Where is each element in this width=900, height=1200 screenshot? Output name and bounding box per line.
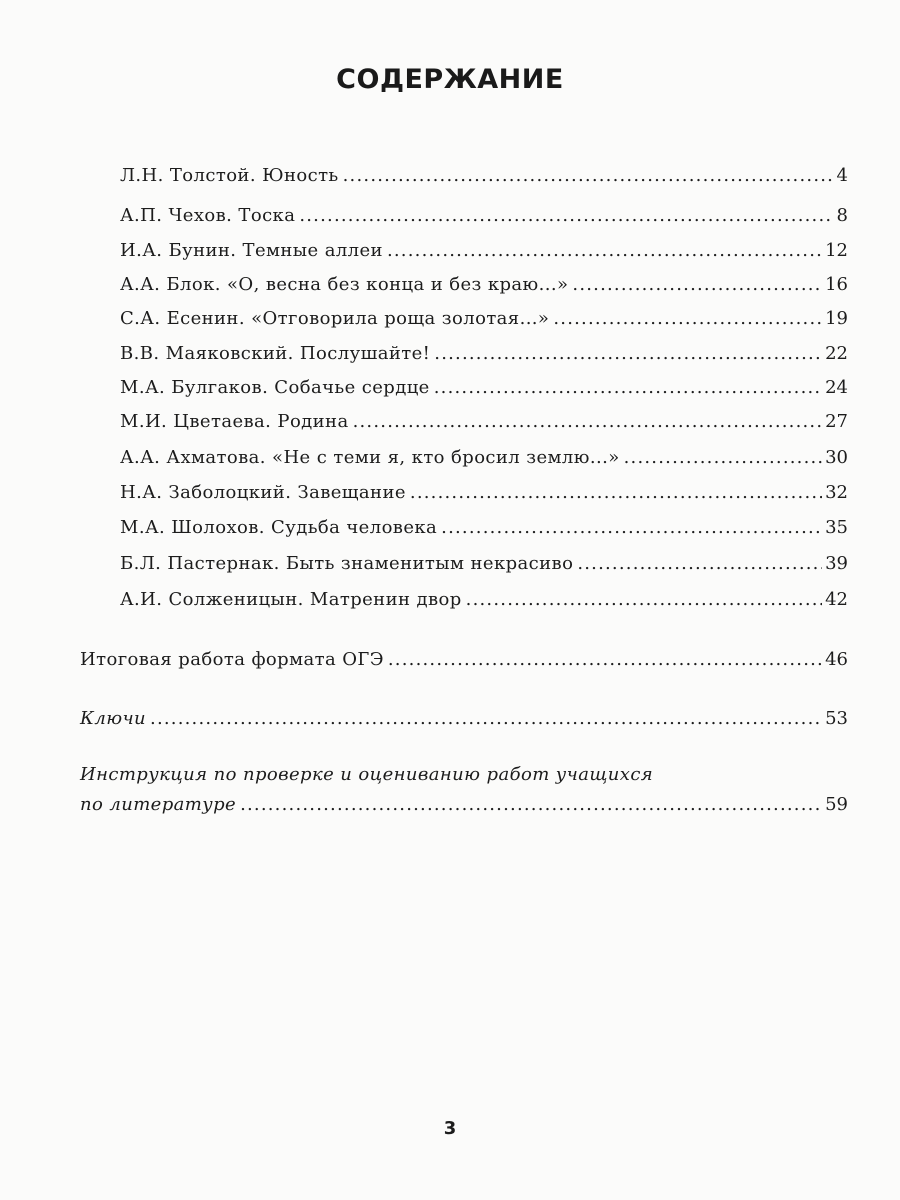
toc-entry-page: 24: [825, 377, 848, 398]
page-number: 3: [443, 1118, 457, 1139]
toc-entry-title: Л.Н. Толстой. Юность: [120, 165, 339, 186]
toc-entry-instruction-line1: Инструкция по проверке и оцениванию работ учащихся: [80, 764, 654, 785]
toc-entry: [120, 589, 848, 610]
toc-entry: [120, 517, 848, 538]
toc-entry-page: 8: [836, 205, 848, 226]
toc-entry-page: 39: [825, 553, 848, 574]
dot-leader: [343, 165, 834, 186]
toc-entry: [120, 274, 848, 295]
toc-entry: [120, 411, 848, 432]
toc-entry-title: Итоговая работа формата ОГЭ: [80, 649, 384, 670]
toc-entry-title: М.И. Цветаева. Родина: [120, 411, 349, 432]
toc-entry-title: С.А. Есенин. «Отговорила роща золотая...»: [120, 308, 550, 329]
toc-entry-page: 42: [825, 589, 848, 610]
toc-entry: [120, 205, 848, 226]
toc-entry: [120, 308, 848, 329]
dot-leader: [353, 411, 823, 432]
toc-entry-page: 16: [825, 274, 848, 295]
toc-entry-page: 46: [825, 649, 848, 670]
dot-leader: [150, 708, 822, 729]
dot-leader: [434, 343, 822, 364]
toc-entry-page: 4: [836, 165, 848, 186]
toc-entry-page: 59: [825, 794, 848, 815]
dot-leader: [553, 308, 822, 329]
toc-entry: [120, 343, 848, 364]
toc-entry: [120, 553, 848, 574]
dot-leader: [577, 553, 822, 574]
toc-entry-final-work: [80, 649, 848, 670]
dot-leader: [572, 274, 822, 295]
toc-entry: [120, 447, 848, 468]
dot-leader: [387, 240, 822, 261]
toc-entry-page: 19: [825, 308, 848, 329]
toc-entry-page: 22: [825, 343, 848, 364]
toc-entry-title: А.И. Солженицын. Матренин двор: [120, 589, 462, 610]
toc-entry-title: Б.Л. Пастернак. Быть знаменитым некрасиво: [120, 553, 574, 574]
toc-entry-page: 35: [825, 517, 848, 538]
toc-entry-page: 30: [825, 447, 848, 468]
dot-leader: [466, 589, 822, 610]
toc-entry-instruction: [80, 794, 848, 815]
toc-entry-title: А.А. Ахматова. «Не с теми я, кто бросил землю...»: [120, 447, 620, 468]
toc-entry: [120, 377, 848, 398]
toc-entry: [120, 240, 848, 261]
toc-entry-title: Н.А. Заболоцкий. Завещание: [120, 482, 406, 503]
dot-leader: [441, 517, 822, 538]
toc-entry-title: И.А. Бунин. Темные аллеи: [120, 240, 383, 261]
toc-entry-title: М.А. Булгаков. Собачье сердце: [120, 377, 430, 398]
toc-entry-keys: [80, 708, 848, 729]
toc-entry: [120, 165, 848, 186]
toc-entry-page: 27: [825, 411, 848, 432]
toc-entry-page: 53: [825, 708, 848, 729]
dot-leader: [434, 377, 822, 398]
toc-entry-title: А.П. Чехов. Тоска: [120, 205, 296, 226]
toc-entry-title: А.А. Блок. «О, весна без конца и без краю...»: [120, 274, 569, 295]
toc-entry-title: В.В. Маяковский. Послушайте!: [120, 343, 431, 364]
toc-entry-title: Ключи: [80, 708, 147, 729]
page-title: СОДЕРЖАНИЕ: [336, 64, 564, 95]
dot-leader: [388, 649, 822, 670]
toc-entry-title: по литературе: [80, 794, 237, 815]
dot-leader: [299, 205, 833, 226]
toc-entry-page: 32: [825, 482, 848, 503]
toc-entry-page: 12: [825, 240, 848, 261]
toc-entry-title: М.А. Шолохов. Судьба человека: [120, 517, 438, 538]
dot-leader: [410, 482, 822, 503]
dot-leader: [624, 447, 822, 468]
dot-leader: [240, 794, 822, 815]
toc-entry: [120, 482, 848, 503]
